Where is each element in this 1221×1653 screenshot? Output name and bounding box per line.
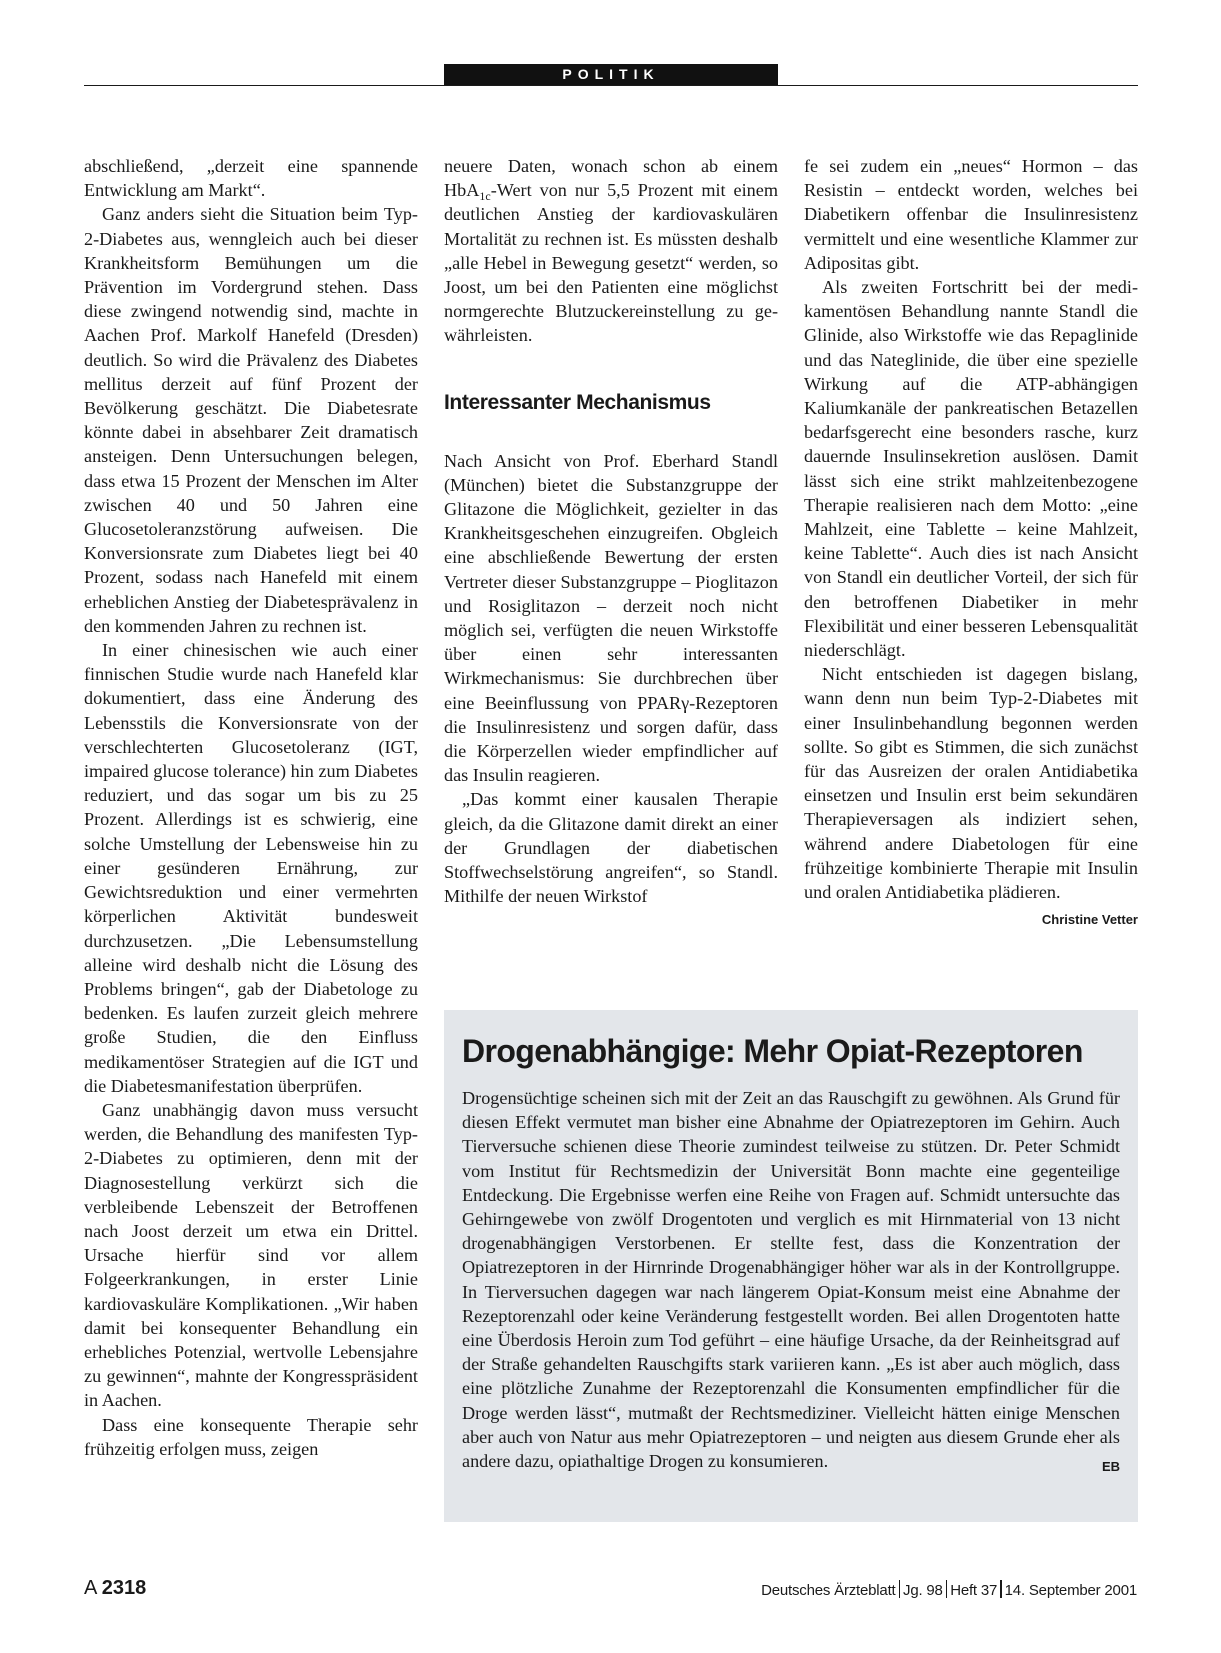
header-rule <box>84 85 1138 86</box>
paragraph: „Das kommt einer kausalen Therapie gleich, da die Glitazone damit direkt an einer der Grundlagen der diabetischen Stoffwechselstörung angreifen“, so Standl. Mithilfe der neuen Wirkstof <box>444 789 778 907</box>
page-number <box>84 1577 146 1600</box>
paragraph <box>444 154 778 348</box>
paragraph: fe sei zudem ein „neues“ Hormon – das Resistin – entdeckt worden, welches bei Diabetikern offenbar die Insulinresistenz vermittelt und eine wesentliche Klammer zur Adipositas gibt. <box>804 156 1138 273</box>
article-column-1 <box>84 154 418 1461</box>
section-rubric: POLITIK <box>444 64 778 85</box>
box-author: EB <box>1101 1459 1120 1475</box>
subscript: 1c <box>479 189 491 204</box>
paragraph: Dass eine konsequente Therapie sehr frühzeitig erfolgen muss, zeigen <box>84 1414 418 1459</box>
article-column-3 <box>804 154 1138 933</box>
paragraph: Nach Ansicht von Prof. Eberhard Standl (München) bietet die Substanzgruppe der Glitazone die Möglichkeit, gezielter in das Krankheitsgeschehen einzugreifen. Obgleich eine abschließende Bewertung der ersten Vertreter dieser Substanzgruppe – Pioglitazon und Rosiglitazon – derzeit noch nicht möglich sei, verfügten die neuen Wirkstoffe über einen sehr interessanten Wirkmechanismus: Sie durchbrechen über eine Beeinflussung von PPARγ-Rezeptoren die Insulinresistenz und sorgen dafür, dass die Körperzellen wieder empfindlicher auf das Insulin reagieren. <box>444 450 778 786</box>
paragraph: In einer chinesischen wie auch einer finnischen Studie wurde nach Hanefeld klar dokumentiert, dass eine Änderung des Lebensstils die Konversionsrate von der verschlechterten Glucosetoleranz (IGT, impaired glucose tolerance) hin zum Diabetes reduziert, und das sogar um bis zu 25 Prozent. Allerdings ist es schwierig, eine solche Umstellung der Lebensweise hin zu einer gesünderen Ernährung, zur Gewichtsreduktion und einer vermehrten körperlichen Aktivität bundesweit durchzusetzen. „Die Lebensumstellung alleine wird deshalb nicht die Lösung des Problems bringen“, gab der Diabetologe zu bedenken. Es laufen zurzeit gleich mehrere große Studien, die den Einfluss medikamentöser Strategien auf die IGT und die Diabetesmanifestation überprüfen. <box>84 640 418 1096</box>
paragraph: Ganz anders sieht die Situation beim Typ-2-Diabetes aus, wenngleich auch bei dieser Krankheitsform Bemühungen um die Prävention im Vordergrund stehen. Dass diese zwingend notwendig sind, machte in Aachen Prof. Markolf Hanefeld (Dresden) deutlich. So wird die Prävalenz des Diabetes mellitus derzeit auf fünf Prozent der Bevölkerung geschätzt. Die Diabetesrate könnte dabei in absehbarer Zeit dramatisch ansteigen. Denn Untersuchungen belegen, dass etwa 15 Prozent der Menschen im Alter zwischen 40 und 50 Jahren eine Glucosetoleranzstörung aufweisen. Die Konversionsrate zum Diabetes liegt bei 40 Prozent, sodass nach Hanefeld mit einem erheblichen Anstieg der Diabetesprävalenz in den kommenden Jahren zu rechnen ist. <box>84 204 418 636</box>
footer-separator <box>899 1580 901 1598</box>
subheading: Interessanter Mechanismus <box>444 390 711 414</box>
paragraph: abschließend, „derzeit eine spannende Entwicklung am Markt“. <box>84 156 418 201</box>
journal-issue: Heft 37 <box>950 1582 998 1599</box>
article-column-2 <box>444 154 778 908</box>
page-prefix: A <box>84 1577 102 1599</box>
paragraph: Ganz unabhängig davon muss versucht werden, die Behandlung des manifesten Typ-2-Diabetes zu optimieren, denn mit der Diagnosestellung verkürzt sich die verbleibende Lebenszeit der Betroffenen nach Joost derzeit um etwa ein Drittel. Ursache hierfür sind vor allem Folgeerkrankungen, in erster Linie kardiovaskuläre Komplikationen. „Wir haben damit bei konsequenter Behandlung ein erhebliches Potenzial, wertvolle Lebensjahre zu gewinnen“, mahnte der Kongresspräsident in Aachen. <box>84 1099 418 1411</box>
footer-separator <box>946 1580 948 1598</box>
news-box <box>444 1010 1138 1522</box>
journal-volume: Jg. 98 <box>903 1582 943 1599</box>
author-byline: Christine Vetter <box>1041 912 1138 928</box>
text-run: -Wert von nur 5,5 Prozent mit einem deutlichen Anstieg der kardiovaskulären Mortalität zu rechnen ist. Es müssten deshalb „alle Hebel in Bewegung gesetzt“ werden, so Joost, um bei den Patienten eine möglichst normgerechte Blutzuckereinstellung zu gewährleisten. <box>444 180 778 346</box>
journal-name: Deutsches Ärzteblatt <box>761 1582 896 1599</box>
paragraph: Als zweiten Fortschritt bei der medikamentösen Behandlung nannte Standl die Glinide, also Wirkstoffe wie das Repaglinide und das Nateglinide, die über eine spezielle Wirkung auf die ATP-abhängigen Kaliumkanäle der pankreatischen Betazellen bedarfsgerecht eine besonders rasche, kurz dauernde Insulinsekretion auslösen. Damit lässt sich eine strikt mahlzeitenbezogene Therapie realisieren nach dem Motto: „eine Mahlzeit, eine Tablette – keine Mahlzeit, keine Tablette“. Auch dies ist nach Ansicht von Standl ein deutlicher Vorteil, der sich für den betroffenen Diabetiker in mehr Flexibilität und einer besseren Lebensqualität niederschlägt. <box>804 277 1138 661</box>
text-run: neuere Daten, wonach schon ab einem HbA <box>444 156 778 201</box>
text-run: Drogensüchtige scheinen sich mit der Zeit an das Rauschgift zu gewöhnen. Als Grund für diesen Effekt vermutet man bisher eine Abnahme der Opiatrezeptoren im Gehirn. Auch Tierversuche schienen diese Theorie zumindest teilweise zu stützen. Dr. Peter Schmidt vom Institut für Rechtsmedizin der Universität Bonn machte eine gegenteilige Entdeckung. Die Ergebnisse werfen eine Reihe von Fragen auf. Schmidt untersuchte das Gehirngewebe von zwölf Drogentoten und verglich es mit Hirnmaterial von 13 nicht drogenabhängigen Verstorbenen. Er stellte fest, dass die Konzentration der Opiatrezeptoren in der Hirnrinde Drogenabhängiger höher war als in der Kontrollgruppe. In Tierversuchen dagegen war nach längerem Opiat-Konsum meist eine Abnahme der Rezeptorenzahl oder keine Veränderung festgestellt worden. Bei allen Drogentoten hatte eine Überdosis Heroin zum Tod geführt – eine häufige Ursache, da der Reinheitsgrad auf der Straße gehandelten Rauschgifts stark variieren kann. „Es ist aber auch möglich, dass eine plötzliche Zunahme der Rezeptorenzahl die Konsumenten empfindlicher für die Droge werden lässt“, mutmaßt der Rechtsmediziner. Vielleicht hätten einige Menschen aber auch von Natur aus mehr Opiatrezeptoren – und neigten aus diesem Grunde eher als andere dazu, opiathaltige Drogen zu konsumieren. <box>462 1088 1120 1472</box>
text-run: Nicht entschieden ist dagegen bislang, wann denn nun beim Typ-2-Diabetes mit einer Insulinbehandlung begonnen werden sollte. So gibt es Stimmen, die sich zunächst für das Ausreizen der oralen Antidiabetika einsetzen und Insulin erst beim sekundären Therapieversagen als indiziert sehen, während andere Diabetologen für eine frühzeitige kombinierte Therapie mit Insulin und oralen Antidiabetika plädieren. <box>804 664 1138 903</box>
footer-citation <box>761 1580 1137 1599</box>
page-number-value: 2318 <box>101 1577 147 1599</box>
paragraph <box>804 662 1138 928</box>
box-paragraph <box>462 1086 1120 1473</box>
box-title: Drogenabhängige: Mehr Opiat-Rezeptoren <box>462 1033 1083 1069</box>
footer-separator <box>1000 1580 1002 1598</box>
journal-date: 14. September 2001 <box>1004 1582 1137 1599</box>
